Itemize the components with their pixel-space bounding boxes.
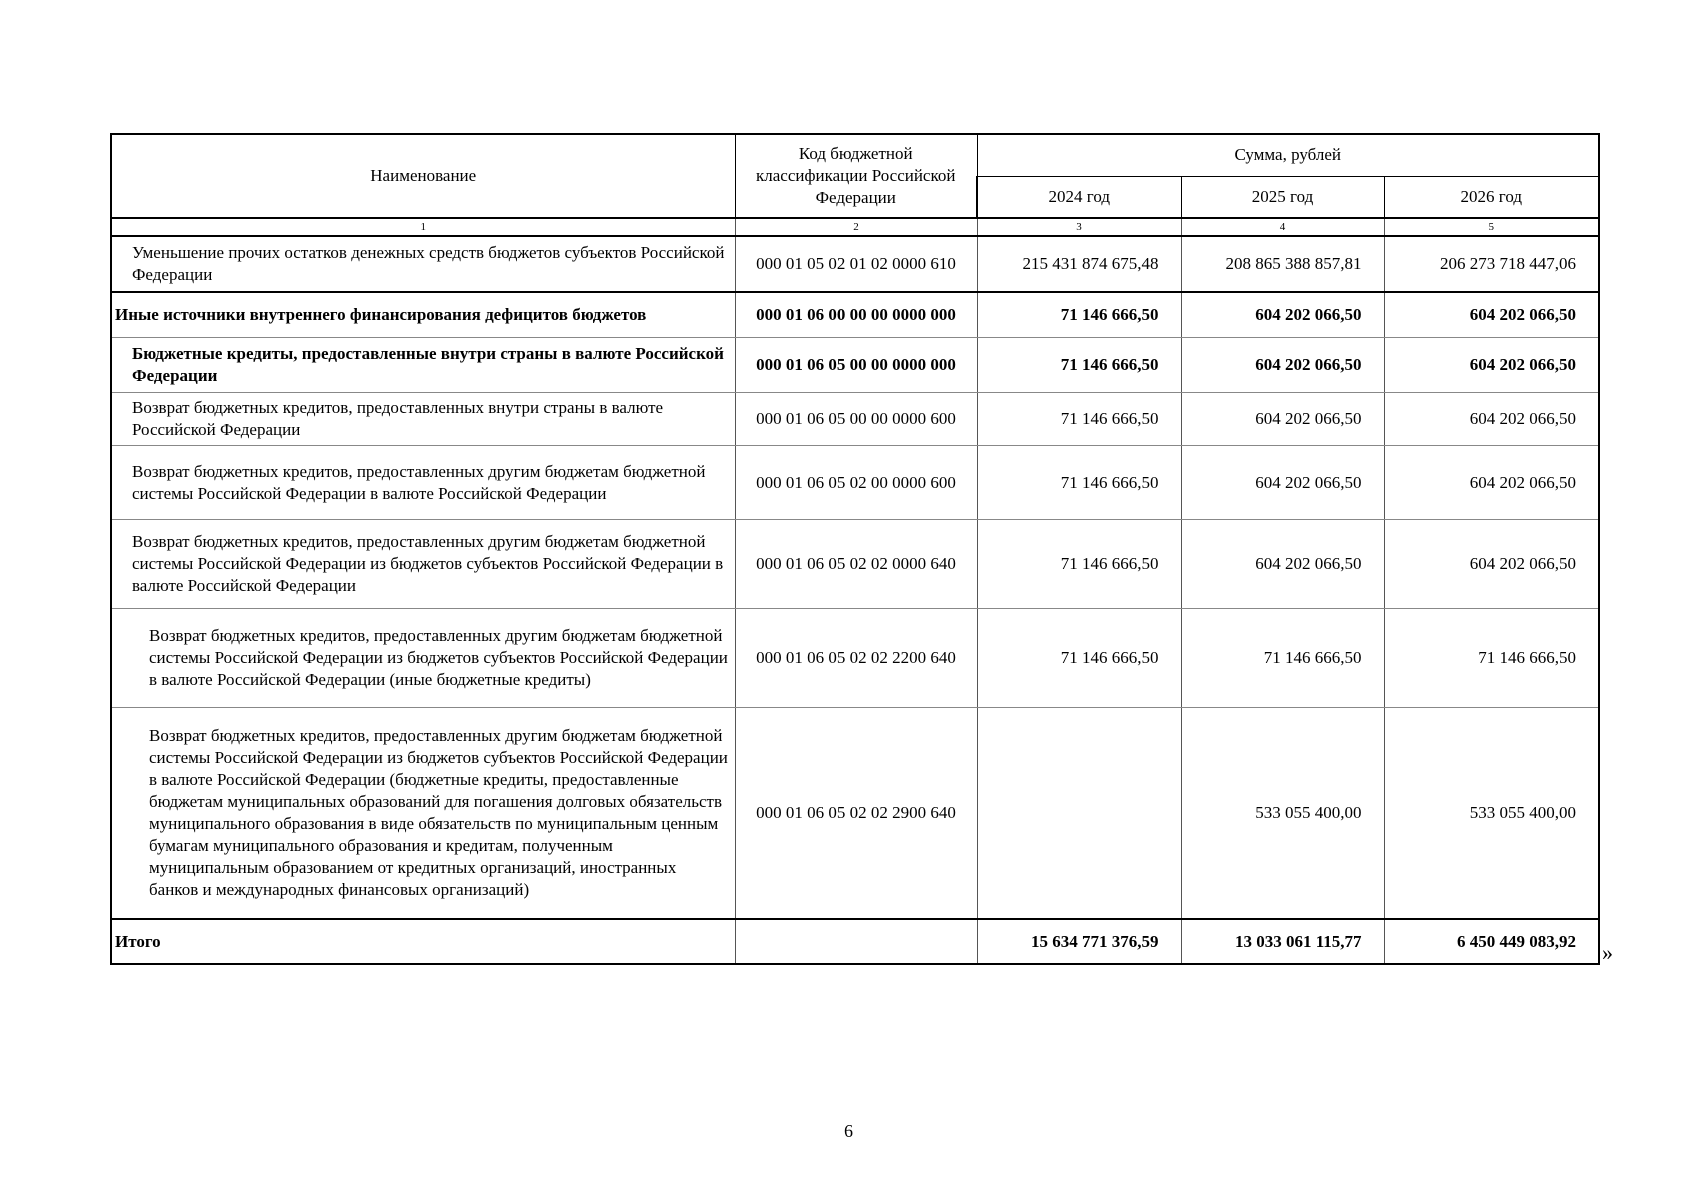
row-code: 000 01 06 05 00 00 0000 600 [735,393,977,446]
row-value-2024: 15 634 771 376,59 [977,919,1181,964]
row-value-2026: 604 202 066,50 [1384,520,1599,609]
row-value-2024: 71 146 666,50 [977,393,1181,446]
row-code: 000 01 06 05 00 00 0000 000 [735,338,977,393]
row-value-2025: 208 865 388 857,81 [1181,236,1384,292]
total-row [111,919,1599,964]
row-name: Возврат бюджетных кредитов, предоставленных другим бюджетам бюджетной системы Российской Федерации из бюджетов субъектов Российской Федерации в валюте Российской Федерации (иные бюджетные кредиты) [111,609,735,708]
row-value-2025: 71 146 666,50 [1181,609,1384,708]
row-name: Возврат бюджетных кредитов, предоставленных другим бюджетам бюджетной системы Российской Федерации из бюджетов субъектов Российской Федерации в валюте Российской Федерации [111,520,735,609]
header-year-2026: 2026 год [1384,176,1599,218]
row-code: 000 01 06 05 02 02 2900 640 [735,708,977,920]
row-code: 000 01 06 05 02 02 2200 640 [735,609,977,708]
header-sum: Сумма, рублей [977,134,1599,176]
column-number: 4 [1181,218,1384,236]
column-number-row [111,218,1599,236]
row-value-2024: 71 146 666,50 [977,520,1181,609]
row-value-2026: 533 055 400,00 [1384,708,1599,920]
row-value-2024: 71 146 666,50 [977,609,1181,708]
row-value-2024: 215 431 874 675,48 [977,236,1181,292]
table-row [111,520,1599,609]
row-code: 000 01 06 05 02 00 0000 600 [735,446,977,520]
row-code: 000 01 06 05 02 02 0000 640 [735,520,977,609]
row-name: Возврат бюджетных кредитов, предоставленных другим бюджетам бюджетной системы Российской Федерации в валюте Российской Федерации [111,446,735,520]
row-value-2025: 604 202 066,50 [1181,393,1384,446]
row-value-2025: 604 202 066,50 [1181,338,1384,393]
row-value-2025: 604 202 066,50 [1181,292,1384,338]
table-row [111,393,1599,446]
header-year-2024: 2024 год [977,176,1181,218]
table-row [111,708,1599,920]
row-name: Возврат бюджетных кредитов, предоставленных другим бюджетам бюджетной системы Российской Федерации из бюджетов субъектов Российской Федерации в валюте Российской Федерации (бюджетные кредиты, предоставленные бюджетам муниципальных образований для погашения долговых обязательств муниципального образования в виде обязательств по муниципальным ценным бумагам муниципального образования и кредитам, полученным муниципальным образованием от кредитных организаций, иностранных банков и международных финансовых организаций) [111,708,735,920]
row-value-2026: 604 202 066,50 [1384,393,1599,446]
table-row [111,292,1599,338]
row-name: Бюджетные кредиты, предоставленные внутри страны в валюте Российской Федерации [111,338,735,393]
row-value-2026: 6 450 449 083,92 [1384,919,1599,964]
row-code: 000 01 05 02 01 02 0000 610 [735,236,977,292]
row-value-2026: 71 146 666,50 [1384,609,1599,708]
row-value-2024: 71 146 666,50 [977,446,1181,520]
row-name: Итого [111,919,735,964]
row-value-2026: 604 202 066,50 [1384,338,1599,393]
sources-financing-table [110,133,1600,965]
header-year-2025: 2025 год [1181,176,1384,218]
table-row [111,609,1599,708]
row-value-2025: 604 202 066,50 [1181,446,1384,520]
row-value-2025: 13 033 061 115,77 [1181,919,1384,964]
header-row-top [111,134,1599,176]
table-row [111,446,1599,520]
row-value-2025: 533 055 400,00 [1181,708,1384,920]
row-value-2024: 71 146 666,50 [977,292,1181,338]
row-value-2026: 604 202 066,50 [1384,292,1599,338]
header-code: Код бюджетной классификации Российской Федерации [735,134,977,218]
row-value-2024 [977,708,1181,920]
page-number: 6 [844,1121,853,1141]
row-code: 000 01 06 00 00 00 0000 000 [735,292,977,338]
header-name: Наименование [111,134,735,218]
table-row [111,338,1599,393]
row-value-2025: 604 202 066,50 [1181,520,1384,609]
column-number: 2 [735,218,977,236]
row-value-2026: 206 273 718 447,06 [1384,236,1599,292]
row-name: Иные источники внутреннего финансирования дефицитов бюджетов [111,292,735,338]
row-code [735,919,977,964]
row-name: Уменьшение прочих остатков денежных средств бюджетов субъектов Российской Федерации [111,236,735,292]
column-number: 3 [977,218,1181,236]
row-value-2024: 71 146 666,50 [977,338,1181,393]
column-number: 5 [1384,218,1599,236]
closing-quote-mark: » [1602,940,1613,965]
column-number: 1 [111,218,735,236]
row-name: Возврат бюджетных кредитов, предоставленных внутри страны в валюте Российской Федерации [111,393,735,446]
row-value-2026: 604 202 066,50 [1384,446,1599,520]
table-row [111,236,1599,292]
